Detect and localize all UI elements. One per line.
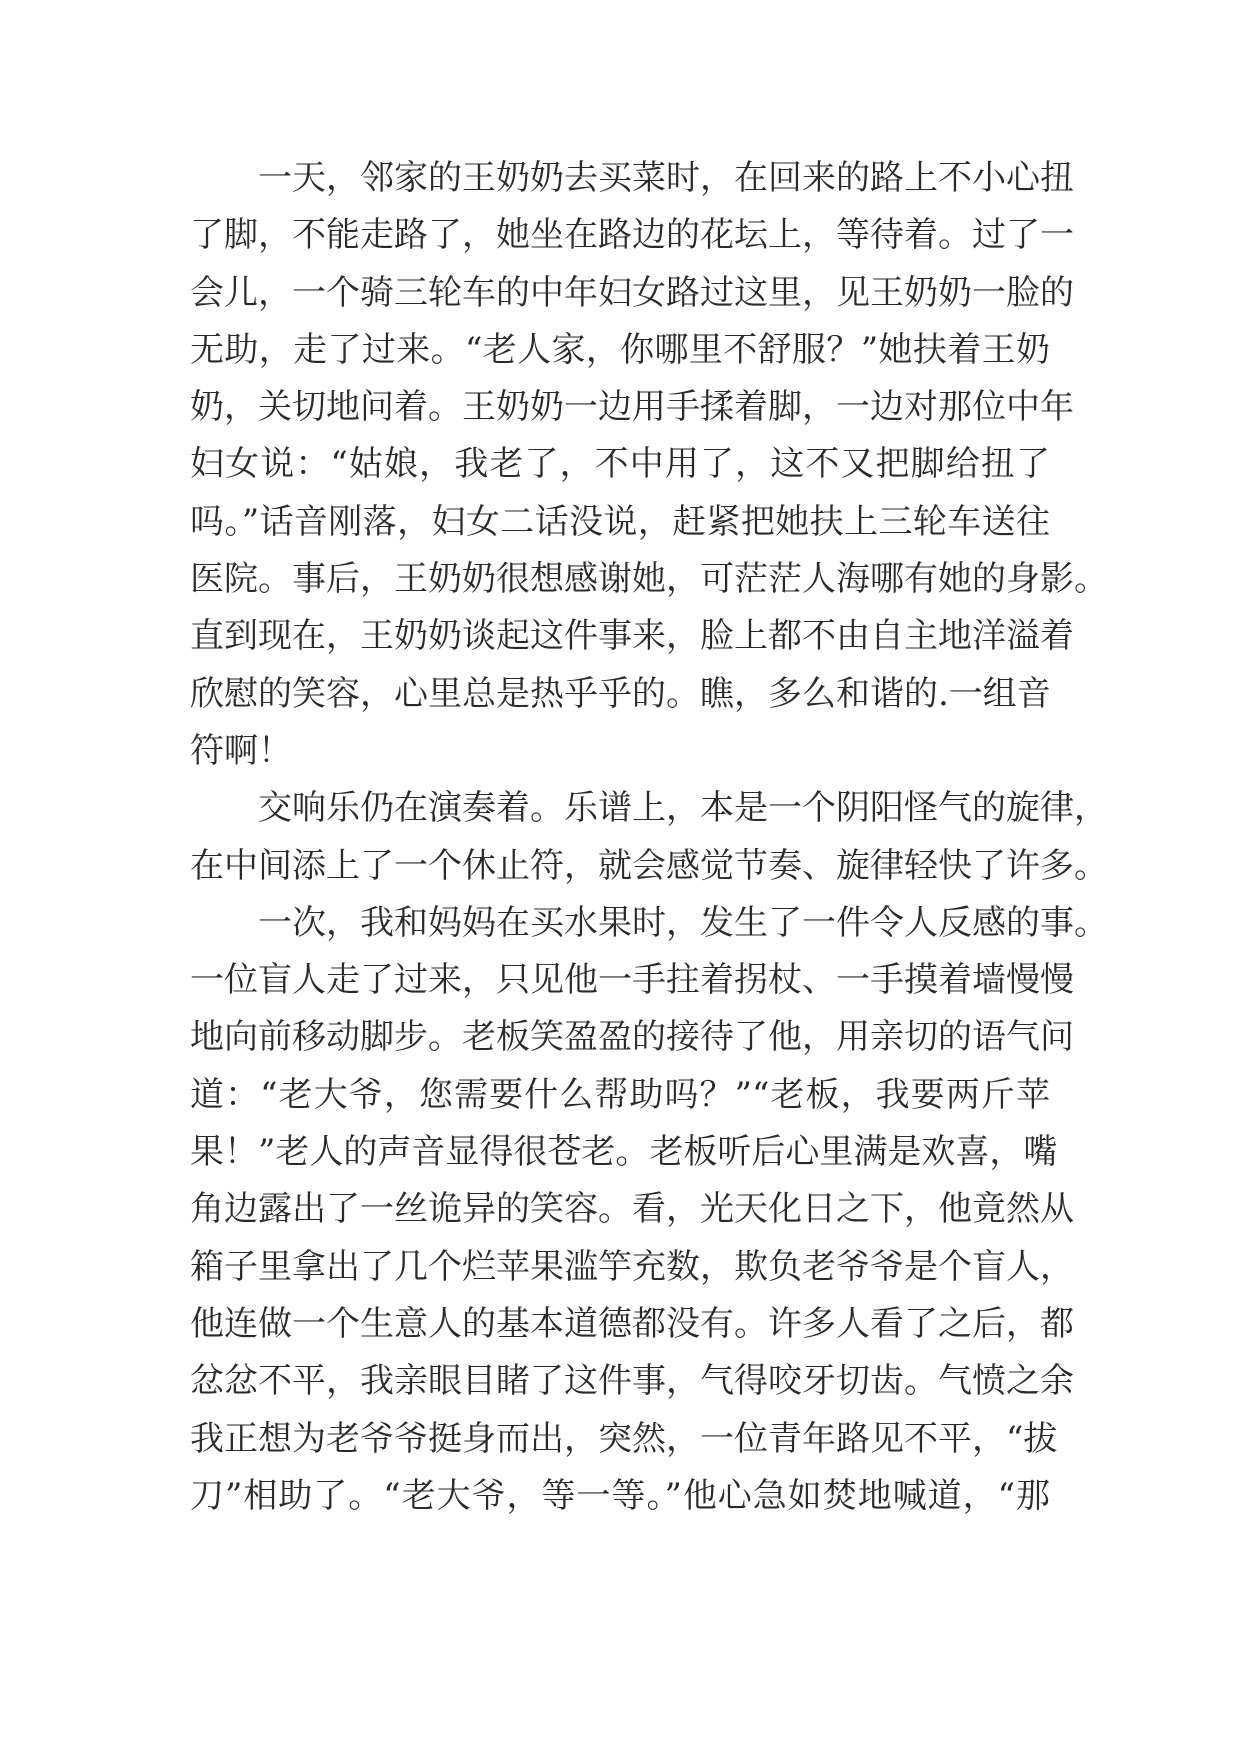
body-text	[190, 150, 1108, 1525]
paragraph-3-line-11: 刀”相助了。“老大爷，等一等。”他心急如焚地喊道，“那	[190, 1475, 1050, 1516]
paragraph-3-line-2: 一位盲人走了过来，只见他一手拄着拐杖、一手摸着墙慢慢	[190, 960, 1074, 1001]
paragraph-3-line-6: 角边露出了一丝诡异的笑容。看，光天化日之下，他竟然从	[190, 1189, 1074, 1230]
paragraph-3-line-10: 我正想为老爷爷挺身而出，突然，一位青年路见不平，“拔	[190, 1418, 1058, 1459]
paragraph-3-line-4: 道：“老大爷，您需要什么帮助吗？”“老板，我要两斤苹	[190, 1074, 1050, 1115]
paragraph-1-line-11: 符啊！	[190, 730, 292, 771]
paragraph-3-line-8: 他连做一个生意人的基本道德都没有。许多人看了之后，都	[190, 1303, 1074, 1344]
paragraph-1-line-4: 无助，走了过来。“老人家，你哪里不舒服？”她扶着王奶	[190, 329, 1050, 370]
paragraph-3-line-9: 忿忿不平，我亲眼目睹了这件事，气得咬牙切齿。气愤之余	[190, 1361, 1074, 1402]
paragraph-2-line-2: 在中间添上了一个休止符，就会感觉节奏、旋律轻快了许多。	[190, 845, 1108, 886]
paragraph-1-line-2: 了脚，不能走路了，她坐在路边的花坛上，等待着。过了一	[190, 215, 1074, 256]
paragraph-3-line-1: 一次，我和妈妈在买水果时，发生了一件令人反感的事。	[258, 902, 1108, 943]
paragraph-1-line-9: 直到现在，王奶奶谈起这件事来，脸上都不由自主地洋溢着	[190, 616, 1074, 657]
paragraph-3-line-5: 果！”老人的声音显得很苍老。老板听后心里满是欢喜，嘴	[190, 1132, 1058, 1173]
paragraph-1-line-5: 奶，关切地问着。王奶奶一边用手揉着脚，一边对那位中年	[190, 387, 1074, 428]
paragraph-1-line-10: 欣慰的笑容，心里总是热乎乎的。瞧，多么和谐的.一组音	[190, 673, 1051, 714]
paragraph-3-line-3: 地向前移动脚步。老板笑盈盈的接待了他，用亲切的语气问	[190, 1017, 1074, 1058]
paragraph-1-line-3: 会儿，一个骑三轮车的中年妇女路过这里，见王奶奶一脸的	[190, 272, 1074, 313]
paragraph-1-line-7: 吗。”话音刚落，妇女二话没说，赶紧把她扶上三轮车送往	[190, 501, 1050, 542]
paragraph-1-line-6: 妇女说：“姑娘，我老了，不中用了，这不又把脚给扭了	[190, 444, 1050, 485]
paragraph-3-line-7: 箱子里拿出了几个烂苹果滥竽充数，欺负老爷爷是个盲人，	[190, 1246, 1074, 1287]
paragraph-2-line-1: 交响乐仍在演奏着。乐谱上，本是一个阴阳怪气的旋律，	[258, 788, 1108, 829]
paragraph-1-line-1: 一天，邻家的王奶奶去买菜时，在回来的路上不小心扭	[258, 158, 1074, 198]
paragraph-1-line-8: 医院。事后，王奶奶很想感谢她，可茫茫人海哪有她的身影。	[190, 559, 1108, 600]
